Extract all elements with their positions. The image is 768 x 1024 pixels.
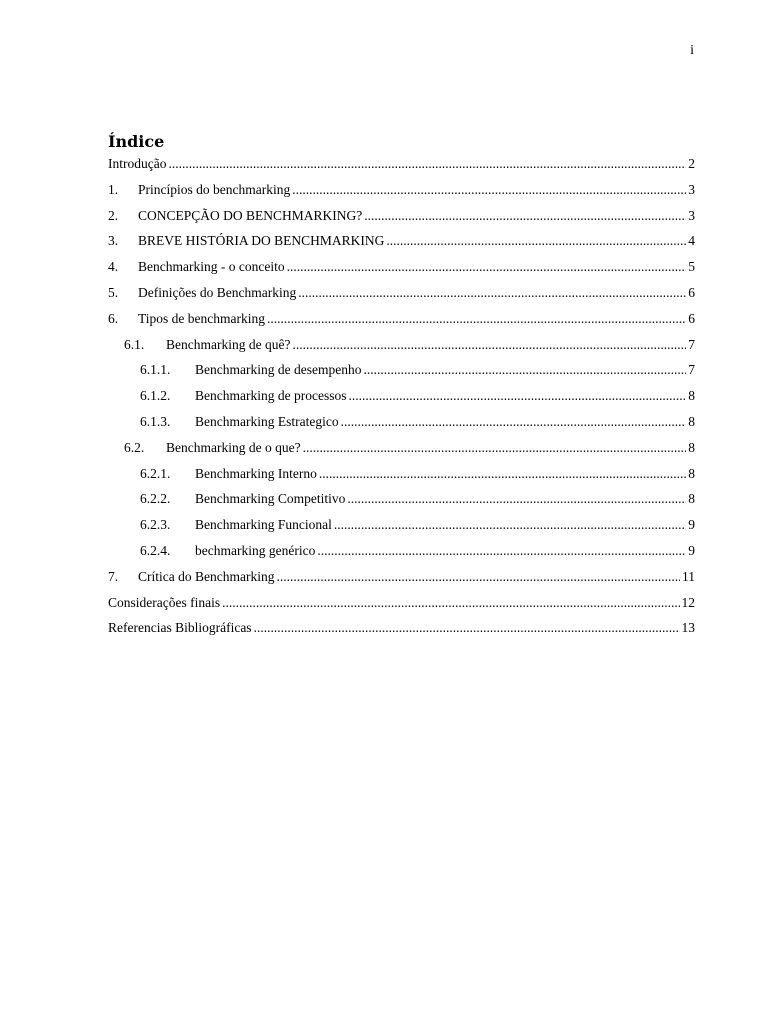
toc-dot-leader [347,490,686,508]
toc-entry-title[interactable]: CONCEPÇÃO DO BENCHMARKING? [138,207,363,223]
toc-dot-leader [292,336,686,354]
toc-entry[interactable] [108,310,695,336]
toc-entry-number: 6. [108,310,119,326]
toc-entry-number: 4. [108,259,119,275]
toc-entry-page: 2 [688,156,695,171]
toc-entry-title[interactable]: Considerações finais [108,594,221,610]
toc-entry-page: 3 [688,181,695,197]
toc-title: Índice [108,132,165,151]
toc-entry-page: 4 [688,233,695,249]
toc-dot-leader [386,232,686,250]
toc-entry-number: 6.1.1. [140,362,171,378]
toc-entry[interactable] [108,155,695,181]
toc-entry-title[interactable]: Introdução [108,156,167,171]
table-of-contents [108,155,695,645]
toc-entry-title[interactable]: bechmarking genérico [195,542,316,558]
toc-entry-page: 3 [688,207,695,223]
toc-dot-leader [303,439,687,457]
toc-entry-page: 8 [688,388,695,404]
toc-entry[interactable] [108,465,695,491]
toc-entry-page: 11 [682,568,695,584]
page-number: i [690,43,694,58]
toc-entry[interactable] [108,181,695,207]
toc-entry-page: 6 [688,284,695,300]
toc-entry[interactable] [108,542,695,568]
toc-entry-number: 6.1. [124,336,145,352]
toc-dot-leader [319,465,686,483]
toc-entry-number: 2. [108,207,119,223]
toc-entry-title[interactable]: Princípios do benchmarking [138,181,291,197]
toc-entry-title[interactable]: Definições do Benchmarking [138,284,297,300]
toc-entry[interactable] [108,490,695,516]
toc-entry[interactable] [108,232,695,258]
toc-dot-leader [298,284,686,302]
toc-entry-page: 9 [688,517,695,533]
toc-entry[interactable] [108,516,695,542]
toc-entry-page: 13 [681,620,695,636]
toc-entry-page: 9 [688,542,695,558]
toc-entry[interactable] [108,207,695,233]
toc-entry-title[interactable]: Referencias Bibliográficas [108,620,252,636]
toc-entry[interactable] [108,619,695,645]
toc-entry[interactable] [108,336,695,362]
toc-entry-title[interactable]: Benchmarking de quê? [166,336,291,352]
toc-entry[interactable] [108,258,695,284]
toc-entry-page: 8 [688,465,695,481]
toc-entry[interactable] [108,439,695,465]
toc-dot-leader [348,387,686,405]
toc-entry-number: 6.1.3. [140,413,171,429]
toc-dot-leader [287,258,687,276]
toc-entry[interactable] [108,413,695,439]
toc-entry-number: 6.2.3. [140,517,171,533]
toc-dot-leader [317,542,686,560]
toc-dot-leader [276,568,680,586]
toc-dot-leader [222,594,679,612]
toc-entry[interactable] [108,361,695,387]
toc-entry-title[interactable]: Benchmarking de o que? [166,439,301,455]
toc-entry-page: 8 [688,413,695,429]
toc-entry-number: 3. [108,233,119,249]
toc-entry-title[interactable]: Crítica do Benchmarking [138,568,275,584]
toc-entry-title[interactable]: Benchmarking Interno [195,465,317,481]
toc-entry[interactable] [108,284,695,310]
toc-entry-number: 6.2.1. [140,465,171,481]
toc-entry[interactable] [108,387,695,413]
toc-entry-page: 5 [688,259,695,275]
toc-dot-leader [168,155,686,173]
toc-entry-title[interactable]: Benchmarking de desempenho [195,362,362,378]
toc-dot-leader [334,516,686,534]
toc-dot-leader [341,413,687,431]
toc-entry-page: 7 [688,336,695,352]
toc-dot-leader [363,361,686,379]
toc-entry-page: 12 [681,594,695,610]
toc-entry-number: 1. [108,181,119,197]
toc-entry-page: 8 [688,439,695,455]
toc-entry[interactable] [108,568,695,594]
toc-entry-page: 6 [688,310,695,326]
toc-entry-title[interactable]: Benchmarking de processos [195,388,347,404]
toc-entry-title[interactable]: Benchmarking Estrategico [195,413,339,429]
toc-entry-number: 6.2. [124,439,145,455]
toc-entry-title[interactable]: Benchmarking Competitivo [195,491,346,507]
toc-entry-title[interactable]: Benchmarking Funcional [195,517,332,533]
toc-entry-title[interactable]: Benchmarking - o conceito [138,259,285,275]
toc-entry-number: 6.1.2. [140,388,171,404]
toc-entry-number: 6.2.4. [140,542,171,558]
toc-dot-leader [364,207,686,225]
toc-entry-title[interactable]: Tipos de benchmarking [138,310,265,326]
toc-entry-title[interactable]: BREVE HISTÓRIA DO BENCHMARKING [138,233,385,249]
toc-entry-page: 7 [688,362,695,378]
toc-dot-leader [292,181,686,199]
toc-dot-leader [267,310,686,328]
toc-dot-leader [254,619,680,637]
toc-entry-number: 6.2.2. [140,491,171,507]
toc-entry-page: 8 [688,491,695,507]
toc-entry-number: 5. [108,284,119,300]
toc-entry[interactable] [108,594,695,620]
toc-entry-number: 7. [108,568,119,584]
